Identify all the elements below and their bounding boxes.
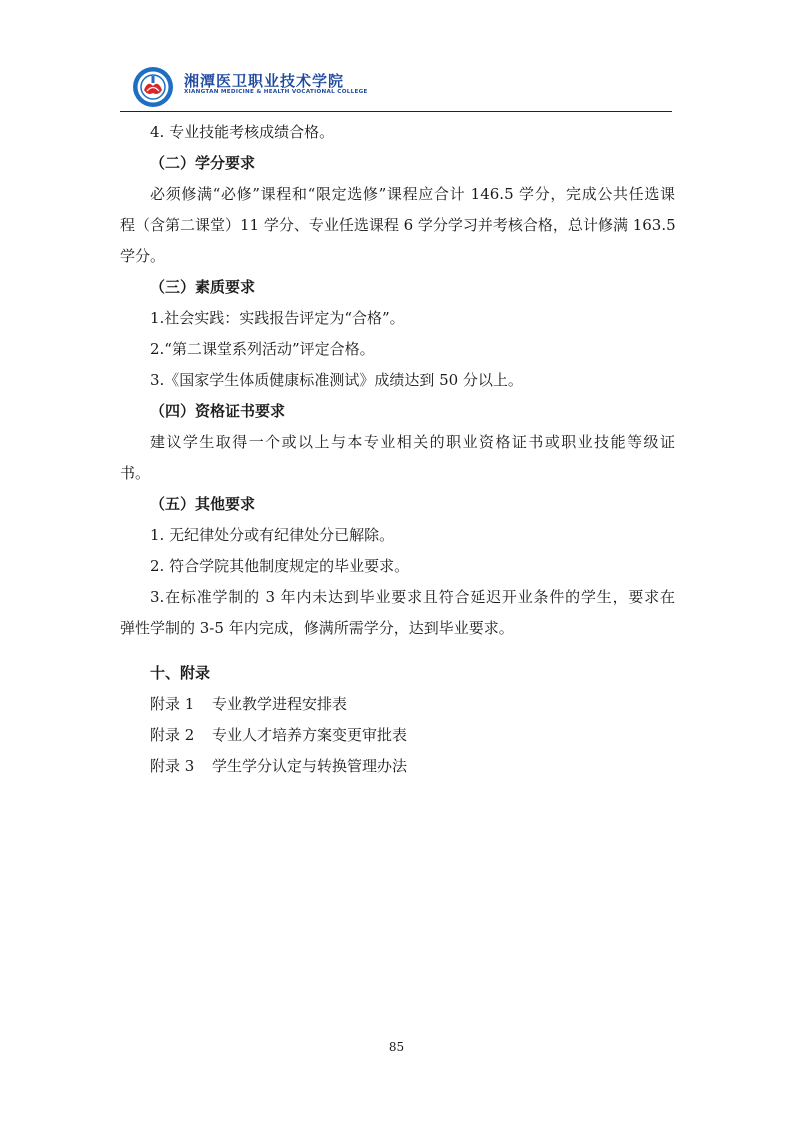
list-item-continuation: 弹性学制的 3-5 年内完成，修满所需学分，达到毕业要求。 xyxy=(120,619,514,637)
section-heading-credits: （二）学分要求 xyxy=(150,154,256,172)
appendix-number: 附录 2 xyxy=(150,726,195,744)
list-item: 3.《国家学生体质健康标准测试》成绩达到 50 分以上。 xyxy=(150,371,523,389)
college-name-cn: 湘潭医卫职业技术学院 xyxy=(184,72,345,90)
appendix-title: 学生学分认定与转换管理办法 xyxy=(212,757,408,775)
appendix-title: 专业教学进程安排表 xyxy=(212,695,348,713)
appendix-number: 附录 1 xyxy=(150,695,195,713)
list-item: 1.社会实践：实践报告评定为“合格”。 xyxy=(150,309,405,327)
college-logo-icon xyxy=(132,66,174,108)
paragraph-line: 建议学生取得一个或以上与本专业相关的职业资格证书或职业技能等级证 xyxy=(150,433,675,451)
document-body xyxy=(120,117,675,782)
paragraph-line: 书。 xyxy=(120,464,151,482)
appendix-number: 附录 3 xyxy=(150,757,195,775)
page-header xyxy=(126,62,674,112)
list-item: 3.在标准学制的 3 年内未达到毕业要求且符合延迟开业条件的学生，要求在 xyxy=(150,588,675,606)
college-name-en: XIANGTAN MEDICINE & HEALTH VOCATIONAL COLLEGE xyxy=(184,89,368,95)
paragraph-line: 程（含第二课堂）11 学分、专业任选课程 6 学分学习并考核合格，总计修满 163.5 xyxy=(120,216,676,234)
appendix-item xyxy=(120,720,675,751)
appendix-title: 专业人才培养方案变更审批表 xyxy=(212,726,408,744)
list-item: 1. 无纪律处分或有纪律处分已解除。 xyxy=(150,526,395,544)
appendix-item xyxy=(120,751,675,782)
section-heading-certificates: （四）资格证书要求 xyxy=(150,402,286,420)
appendix-item xyxy=(120,689,675,720)
appendix-heading: 十、附录 xyxy=(150,664,211,682)
page-number: 85 xyxy=(388,1040,405,1054)
paragraph-line: 学分。 xyxy=(120,247,166,265)
section-heading-quality: （三）素质要求 xyxy=(150,278,256,296)
paragraph-line: 必须修满“必修”课程和“限定选修”课程应合计 146.5 学分，完成公共任选课 xyxy=(150,185,675,203)
section-heading-other: （五）其他要求 xyxy=(150,495,256,513)
list-item: 2.“第二课堂系列活动”评定合格。 xyxy=(150,340,375,358)
header-divider xyxy=(120,111,672,112)
list-item: 2. 符合学院其他制度规定的毕业要求。 xyxy=(150,557,410,575)
requirement-item-4: 4. 专业技能考核成绩合格。 xyxy=(150,123,335,141)
